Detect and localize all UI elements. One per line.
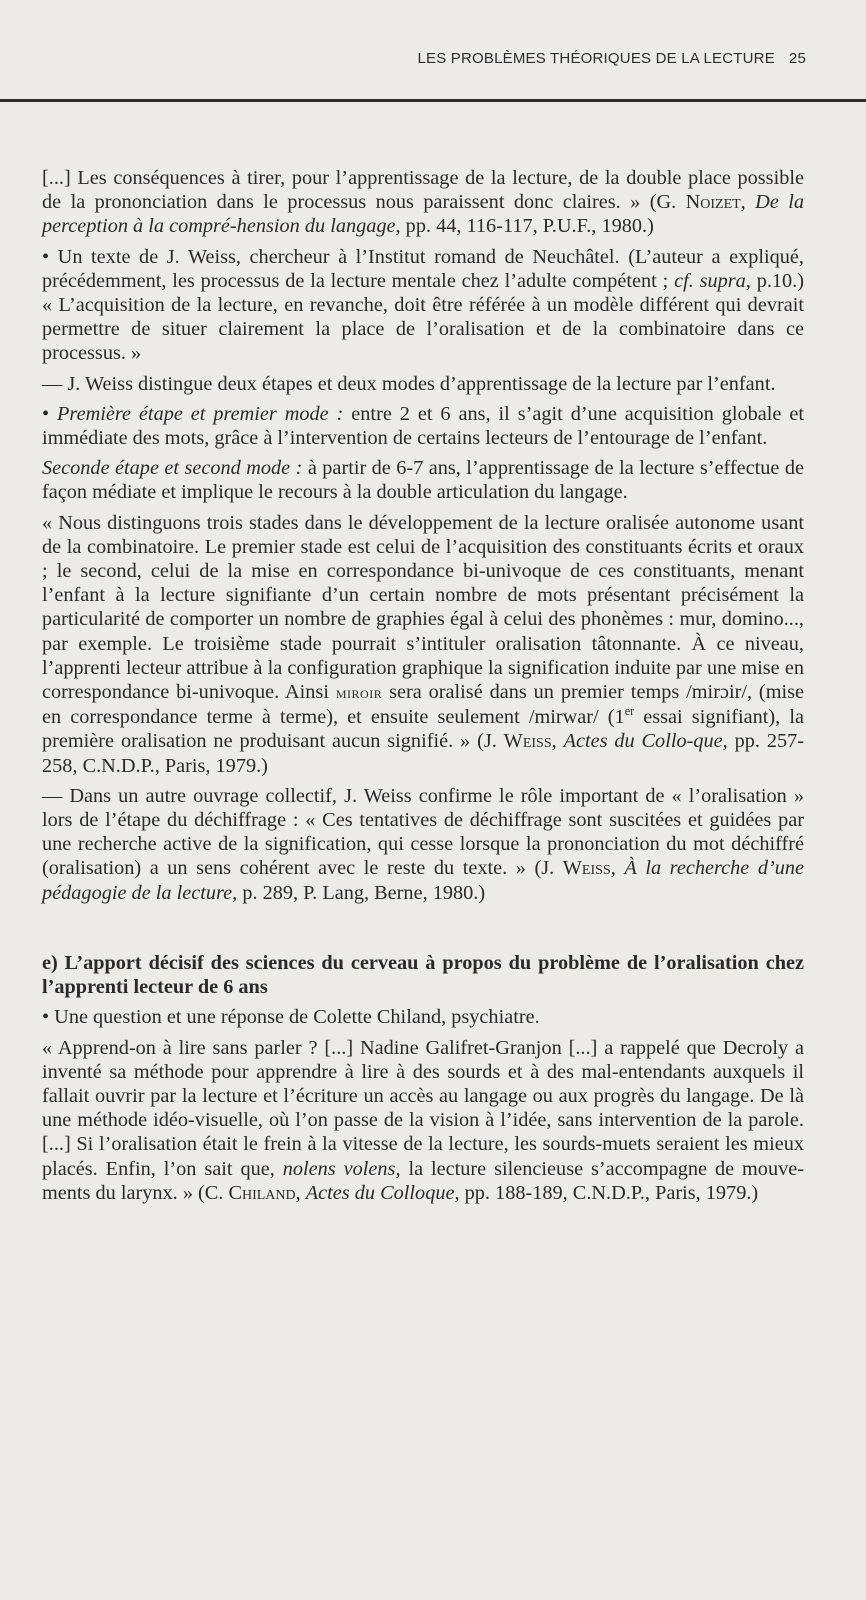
- author-name: Noizet: [685, 191, 741, 214]
- paragraph-first-stage: • Première étape et premier mode : entre 2 et 6 ans, il s’agit d’une acquisition globale et immédiate des mots, grâce à l’intervention de certains lecteurs de l’entourage de l’enfant.: [42, 402, 804, 450]
- author-name: Chiland: [228, 1181, 296, 1204]
- page-body: [42, 166, 804, 1211]
- author-name: Weiss: [503, 730, 552, 753]
- paragraph-chiland-quote: « Apprend-on à lire sans parler ? [...] Nadine Galifret-Granjon [...] a rappelé que Decroly a inventé sa méthode pour apprendre à lire à des sourds et à des mal-entendants auxquels il fallait ouvrir par la lecture et l’écriture un accès au langage ou aux progrès du langage. De là une méthode idéo-visuelle, où l’on passe de la vision à l’idée, sans intervention de la parole. [...] Si l’oralisation était le frein à la vitesse de la lecture, les sourds-muets seraient les mieux placés. Enfin, l’on sait que, nolens volens, la lecture silencieuse s’accompagne de mouve-ments du larynx. » (C. Chiland, Actes du Colloque, pp. 188-189, C.N.D.P., Paris, 1979.): [42, 1036, 804, 1204]
- running-title: LES PROBLÈMES THÉORIQUES DE LA LECTURE: [417, 50, 775, 67]
- work-title: Actes du Collo-que,: [563, 730, 728, 753]
- latin-phrase: nolens volens: [282, 1157, 396, 1180]
- paragraph-noizet-quote: [...] Les conséquences à tirer, pour l’apprentissage de la lecture, de la double place possible de la prononciation dans le processus nous paraissent donc claires. » (G. Noizet, De la perception à la compré-hension du langage, pp. 44, 116-117, P.U.F., 1980.): [42, 167, 805, 238]
- page-number: 25: [788, 50, 806, 67]
- paragraph-chiland-intro: • Une question et une réponse de Colette Chiland, psychiatre.: [42, 1006, 540, 1029]
- work-title: De la perception à la compré-hension du langage,: [42, 191, 805, 238]
- header-rule: [0, 99, 866, 102]
- work-title: À la recherche d’une pédagogie de la lecture: [42, 857, 805, 904]
- paragraph-weiss-text: • Un texte de J. Weiss, chercheur à l’Institut romand de Neuchâtel. (L’auteur a expliqué, précédemment, les processus de la lecture mentale chez l’adulte compétent ; cf. supra, p.10.) « L’acquisition de la lecture, en revanche, doit être référée à un modèle différent qui devrait permettre de situer clairement la place de l’oralisation et de la combinatoire dans ce processus. »: [42, 245, 805, 365]
- author-name: Weiss: [562, 857, 611, 880]
- paragraph-deciphering: — Dans un autre ouvrage collectif, J. Weiss confirme le rôle important de « l’oralisation » lors de l’étape du déchiffrage : « Ces tentatives de déchiffrage sont suscitées et guidées par une recherche active de la signification, qui cesse lorsque la prononciation du mot déchiffré (oralisation) a un sens cohérent avec le reste du texte. » (J. Weiss, À la recherche d’une pédagogie de la lecture, p. 289, P. Lang, Berne, 1980.): [42, 784, 805, 904]
- paragraph-two-stages: — J. Weiss distingue deux étapes et deux modes d’apprentissage de la lecture par l’enfant.: [42, 372, 776, 395]
- stage-label: Première étape et premier mode :: [57, 402, 344, 425]
- work-title: Actes du Colloque,: [305, 1181, 460, 1204]
- paragraph-second-stage: Seconde étape et second mode : à partir de 6-7 ans, l’apprentissage de la lecture s’effectue de façon médiate et implique le recours à la double articulation du langage.: [42, 457, 804, 504]
- section-heading: e) L’apport décisif des sciences du cerveau à propos du problème de l’oralisation chez l’apprenti lecteur de 6 ans: [42, 951, 804, 999]
- paragraph-three-stades-quote: « Nous distinguons trois stades dans le développement de la lecture oralisée autonome usant de la combinatoire. Le premier stade est celui de l’acquisition des constituants écrits et oraux ; le second, celui de la mise en correspondance bi-univoque de ces constituants, menant l’enfant à la lecture signifiante d’un certain nombre de mots présentant précisément la particularité de comporter un nombre de graphies égal à celui des phonèmes : mur, domino..., par exemple. Le troisième stade pourrait s’intituler oralisation tâtonnante. À ce niveau, l’apprenti lecteur attribue à la configuration graphique la signification induite par une mise en correspondance bi-univoque. Ainsi miroir sera oralisé dans un premier temps /mirɔir/, (mise en correspondance terme à terme), et ensuite seulement /mirwar/ (1er essai signifiant), la première oralisation ne produisant aucun signifié. » (J. Weiss, Actes du Collo-que, pp. 257-258, C.N.D.P., Paris, 1979.): [42, 511, 805, 777]
- stage-label: Seconde étape et second mode :: [42, 457, 303, 480]
- example-word: miroir: [335, 683, 383, 703]
- running-header: [0, 50, 806, 67]
